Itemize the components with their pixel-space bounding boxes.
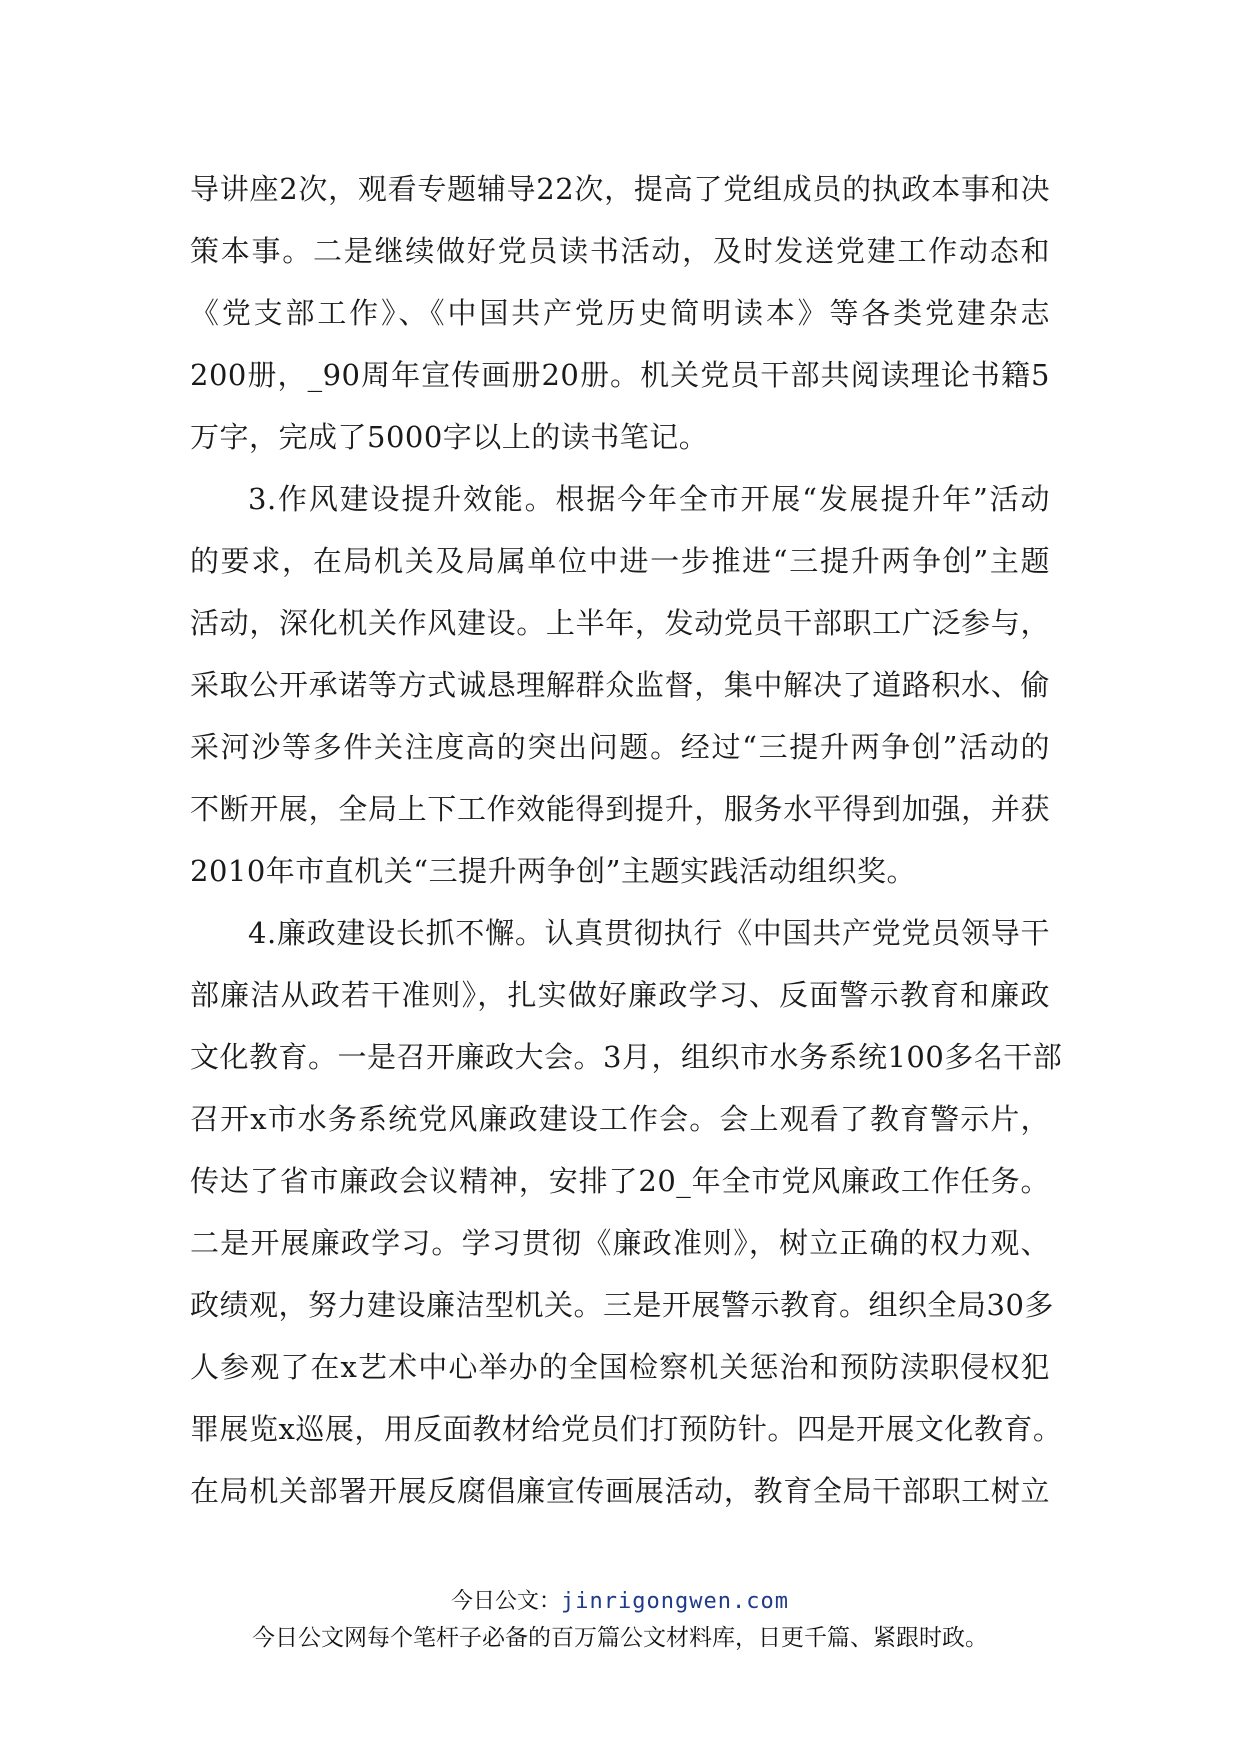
text-line: 的要求，在局机关及局属单位中进一步推进“三提升两争创”主题 [190,544,1050,578]
text-line: 策本事。二是继续做好党员读书活动，及时发送党建工作动态和 [190,234,1050,268]
text-line: 活动，深化机关作风建设。上半年，发动党员干部职工广泛参与， [190,606,1050,640]
page-footer [0,1585,1240,1657]
text-line: 采取公开承诺等方式诚恳理解群众监督，集中解决了道路积水、偷 [190,668,1050,702]
footer-site [0,1585,1240,1619]
footer-slogan: 今日公文网每个笔杆子必备的百万篇公文材料库，日更千篇、紧跟时政。 [252,1625,988,1651]
text-line: 导讲座2次，观看专题辅导22次，提高了党组成员的执政本事和决 [190,172,1050,206]
text-line: 罪展览x巡展，用反面教材给党员们打预防针。四是开展文化教育。 [190,1412,1063,1446]
text-line: 部廉洁从政若干准则》，扎实做好廉政学习、反面警示教育和廉政 [190,978,1050,1012]
text-line: 人参观了在x艺术中心举办的全国检察机关惩治和预防渎职侵权犯 [190,1350,1050,1384]
document-body [190,158,1063,1522]
footer-site-label: 今日公文： [451,1589,562,1614]
paragraph-heading-line: 4.廉政建设长抓不懈。认真贯彻执行《中国共产党党员领导干 [248,916,1050,950]
text-line: 不断开展，全局上下工作效能得到提升，服务水平得到加强，并获 [190,792,1050,826]
footer-site-link[interactable]: jinrigongwen.com [561,1589,789,1614]
paragraph-heading-line: 3.作风建设提升效能。根据今年全市开展“发展提升年”活动 [248,482,1050,516]
text-line: 传达了省市廉政会议精神，安排了20_年全市党风廉政工作任务。 [190,1164,1050,1198]
text-line: 采河沙等多件关注度高的突出问题。经过“三提升两争创”活动的 [190,730,1050,764]
text-line: 《党支部工作》、《中国共产党历史简明读本》等各类党建杂志 [190,296,1050,330]
text-line: 二是开展廉政学习。学习贯彻《廉政准则》，树立正确的权力观、 [190,1226,1050,1260]
text-line: 万字，完成了5000字以上的读书笔记。 [190,420,709,454]
text-line: 文化教育。一是召开廉政大会。3月，组织市水务系统100多名干部 [190,1040,1063,1074]
text-line: 2010年市直机关“三提升两争创”主题实践活动组织奖。 [190,854,916,888]
text-line: 200册，_90周年宣传画册20册。机关党员干部共阅读理论书籍5 [190,358,1050,392]
text-line: 在局机关部署开展反腐倡廉宣传画展活动，教育全局干部职工树立 [190,1474,1050,1508]
text-line: 政绩观，努力建设廉洁型机关。三是开展警示教育。组织全局30多 [190,1288,1054,1322]
text-line: 召开x市水务系统党风廉政建设工作会。会上观看了教育警示片， [190,1102,1050,1136]
